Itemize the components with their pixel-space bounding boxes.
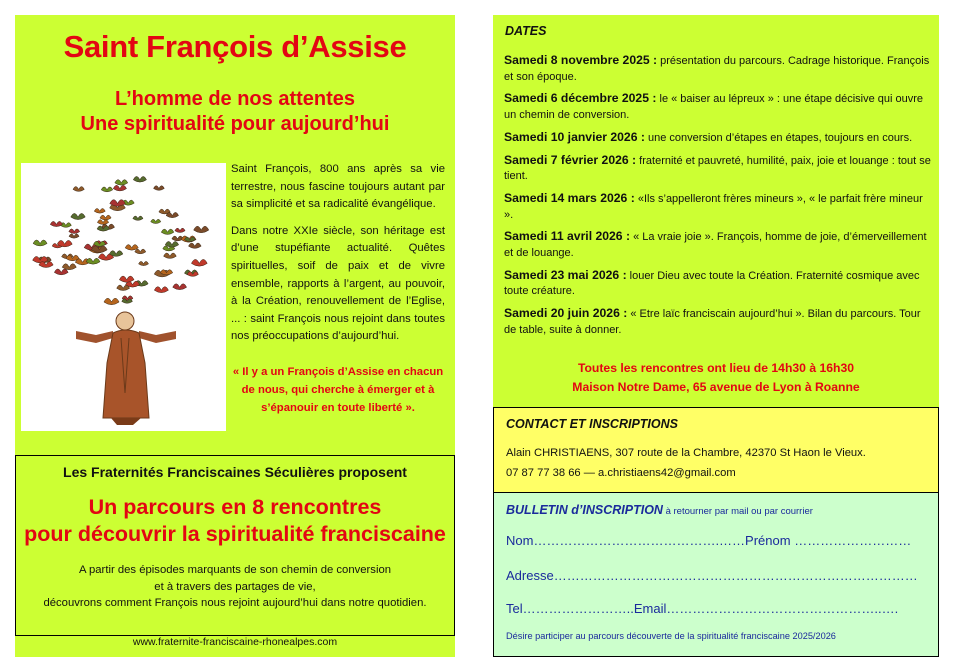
bulletin-note: à retourner par mail ou par courrier bbox=[662, 506, 813, 517]
date-item bbox=[504, 306, 932, 338]
date-label: Samedi 7 février 2026 : bbox=[504, 152, 637, 167]
bird-icon bbox=[173, 284, 187, 290]
proposal-heading: Les Fraternités Franciscaines Séculières proposent bbox=[63, 464, 407, 480]
date-description: « Etre laïc franciscain aujourd’hui ». Bilan du parcours. Tour de table, suite à donner. bbox=[504, 308, 921, 336]
date-item bbox=[504, 191, 932, 223]
contact-box bbox=[493, 407, 939, 493]
contact-phone-email[interactable]: 07 87 77 38 66 — a.christiaens42@gmail.com bbox=[506, 467, 736, 479]
date-label: Samedi 10 janvier 2026 : bbox=[504, 129, 645, 144]
date-description: le « baiser au lépreux » : une étape décisive qui ouvre un chemin de conversion. bbox=[504, 93, 924, 121]
date-label: Samedi 11 avril 2026 : bbox=[504, 229, 631, 244]
date-label: Samedi 14 mars 2026 : bbox=[504, 190, 635, 205]
bird-icon bbox=[164, 253, 177, 258]
bird-icon bbox=[154, 287, 168, 293]
intro-text bbox=[231, 161, 445, 355]
monk-figure bbox=[76, 312, 176, 425]
meeting-info bbox=[493, 359, 939, 397]
bird-icon bbox=[50, 221, 62, 226]
contact-title: CONTACT ET INSCRIPTIONS bbox=[506, 417, 678, 431]
saint-francis-with-birds-icon bbox=[21, 163, 226, 431]
meeting-place: Maison Notre Dame, 65 avenue de Lyon à Roanne bbox=[572, 380, 860, 394]
date-description: « La vraie joie ». François, homme de joie, d’émerveillement et de louange. bbox=[504, 231, 927, 259]
bird-icon bbox=[100, 215, 111, 220]
proposal-box bbox=[15, 455, 455, 636]
bird-icon bbox=[161, 229, 174, 234]
bird-icon bbox=[175, 228, 185, 232]
bird-icon bbox=[33, 240, 47, 246]
bird-icon bbox=[94, 208, 105, 213]
date-description: une conversion d’étapes en étapes, toujours en cours. bbox=[644, 131, 913, 144]
contact-address: Alain CHRISTIAENS, 307 route de la Chambre, 42370 St Haon le Vieux. bbox=[506, 447, 866, 459]
saint-francis-illustration bbox=[21, 163, 226, 431]
date-label: Samedi 23 mai 2026 : bbox=[504, 267, 627, 282]
bird-icon bbox=[54, 269, 68, 275]
bird-icon bbox=[194, 226, 209, 232]
bird-icon bbox=[113, 185, 126, 191]
dates-label: DATES bbox=[505, 24, 547, 38]
website-link[interactable]: www.fraternite-franciscaine-rhonealpes.com bbox=[132, 636, 338, 648]
bird-icon bbox=[97, 220, 108, 225]
left-panel bbox=[15, 15, 455, 657]
name-field[interactable]: Nom…………………………………….……Prénom ……………………… bbox=[506, 533, 912, 548]
bird-icon bbox=[188, 243, 201, 248]
proposal-text bbox=[16, 562, 454, 612]
bird-icon bbox=[133, 176, 146, 182]
dates-panel bbox=[493, 15, 939, 407]
proposal-text-line-3: découvrons comment François nous rejoint aujourd’hui dans notre quotidien. bbox=[43, 597, 427, 610]
bird-icon bbox=[133, 216, 143, 220]
date-label: Samedi 8 novembre 2025 : bbox=[504, 53, 658, 67]
bird-icon bbox=[191, 259, 207, 266]
dates-list bbox=[504, 53, 932, 344]
bird-icon bbox=[153, 186, 164, 191]
bird-icon bbox=[119, 276, 134, 282]
date-item bbox=[504, 130, 932, 147]
bird-icon bbox=[71, 213, 86, 219]
subtitle-line-1: L’homme de nos attentes bbox=[114, 88, 356, 110]
bird-icon bbox=[166, 212, 179, 217]
proposal-text-line-1: A partir des épisodes marquants de son chemin de conversion bbox=[78, 564, 392, 576]
address-field[interactable]: Adresse………………………………………………………………………… bbox=[506, 568, 918, 583]
bulletin-footer: Désire participer au parcours découverte de la spiritualité franciscaine 2025/2026 bbox=[506, 631, 836, 641]
parcours-line-2: pour découvrir la spiritualité franciscaine bbox=[24, 522, 446, 546]
bird-icon bbox=[115, 180, 128, 186]
bird-icon bbox=[104, 298, 119, 304]
date-description: louer Dieu avec toute la Création. Fraternité cosmique avec toute créature. bbox=[504, 269, 920, 298]
bird-icon bbox=[139, 261, 149, 265]
intro-paragraph-1: Saint François, 800 ans après sa vie terrestre, nous fascine toujours autant par sa simplicité et sa radicalité évangélique. bbox=[231, 163, 445, 211]
bird-icon bbox=[135, 249, 146, 254]
date-item bbox=[504, 229, 932, 261]
registration-form bbox=[493, 493, 939, 657]
bird-icon bbox=[73, 187, 84, 192]
intro-paragraph-2: Dans notre XXIe siècle, son héritage est d’une stupéfiante actualité. Quêtes spirituelles, soif de paix et de vivre ensemble, rapports à l’argent, au pouvoir, à la Création, renouvellement de l’Eglise, ... : saint François nous rejoint dans toutes nos préoccupations d’aujourd’hui. bbox=[231, 224, 445, 343]
meeting-time: Toutes les rencontres ont lieu de 14h30 à 16h30 bbox=[577, 361, 855, 375]
bulletin-title bbox=[506, 503, 813, 517]
bird-icon bbox=[69, 229, 80, 234]
date-description: fraternité et pauvreté, humilité, paix, joie et louange : tout se tient. bbox=[504, 154, 931, 183]
quote: « Il y a un François d’Assise en chacun de nous, qui cherche à émerger et à s’épanouir en toute liberté ». bbox=[232, 366, 444, 415]
page-title: Saint François d’Assise bbox=[63, 29, 407, 64]
parcours-line-1: Un parcours en 8 rencontres bbox=[88, 495, 382, 519]
bird-icon bbox=[151, 219, 161, 223]
date-item bbox=[504, 53, 932, 85]
bird-icon bbox=[69, 234, 79, 238]
proposal-text-line-2: et à travers des partages de vie, bbox=[154, 580, 316, 593]
date-item bbox=[504, 268, 932, 300]
date-description: présentation du parcours. Cadrage historique. François et son époque. bbox=[504, 55, 930, 83]
tel-email-field[interactable]: Tel……………………..Email…………………………………………..…. bbox=[506, 601, 899, 616]
bulletin-heading: BULLETIN d’INSCRIPTION bbox=[506, 503, 663, 517]
date-item bbox=[504, 91, 932, 123]
subtitle-line-2: Une spiritualité pour aujourd’hui bbox=[80, 113, 390, 135]
bird-icon bbox=[101, 187, 113, 192]
date-description: «Ils s’appelleront frères mineurs », « le parfait frère mineur ». bbox=[504, 192, 923, 221]
date-item bbox=[504, 153, 932, 185]
date-label: Samedi 6 décembre 2025 : bbox=[504, 91, 657, 106]
date-label: Samedi 20 juin 2026 : bbox=[504, 306, 628, 321]
